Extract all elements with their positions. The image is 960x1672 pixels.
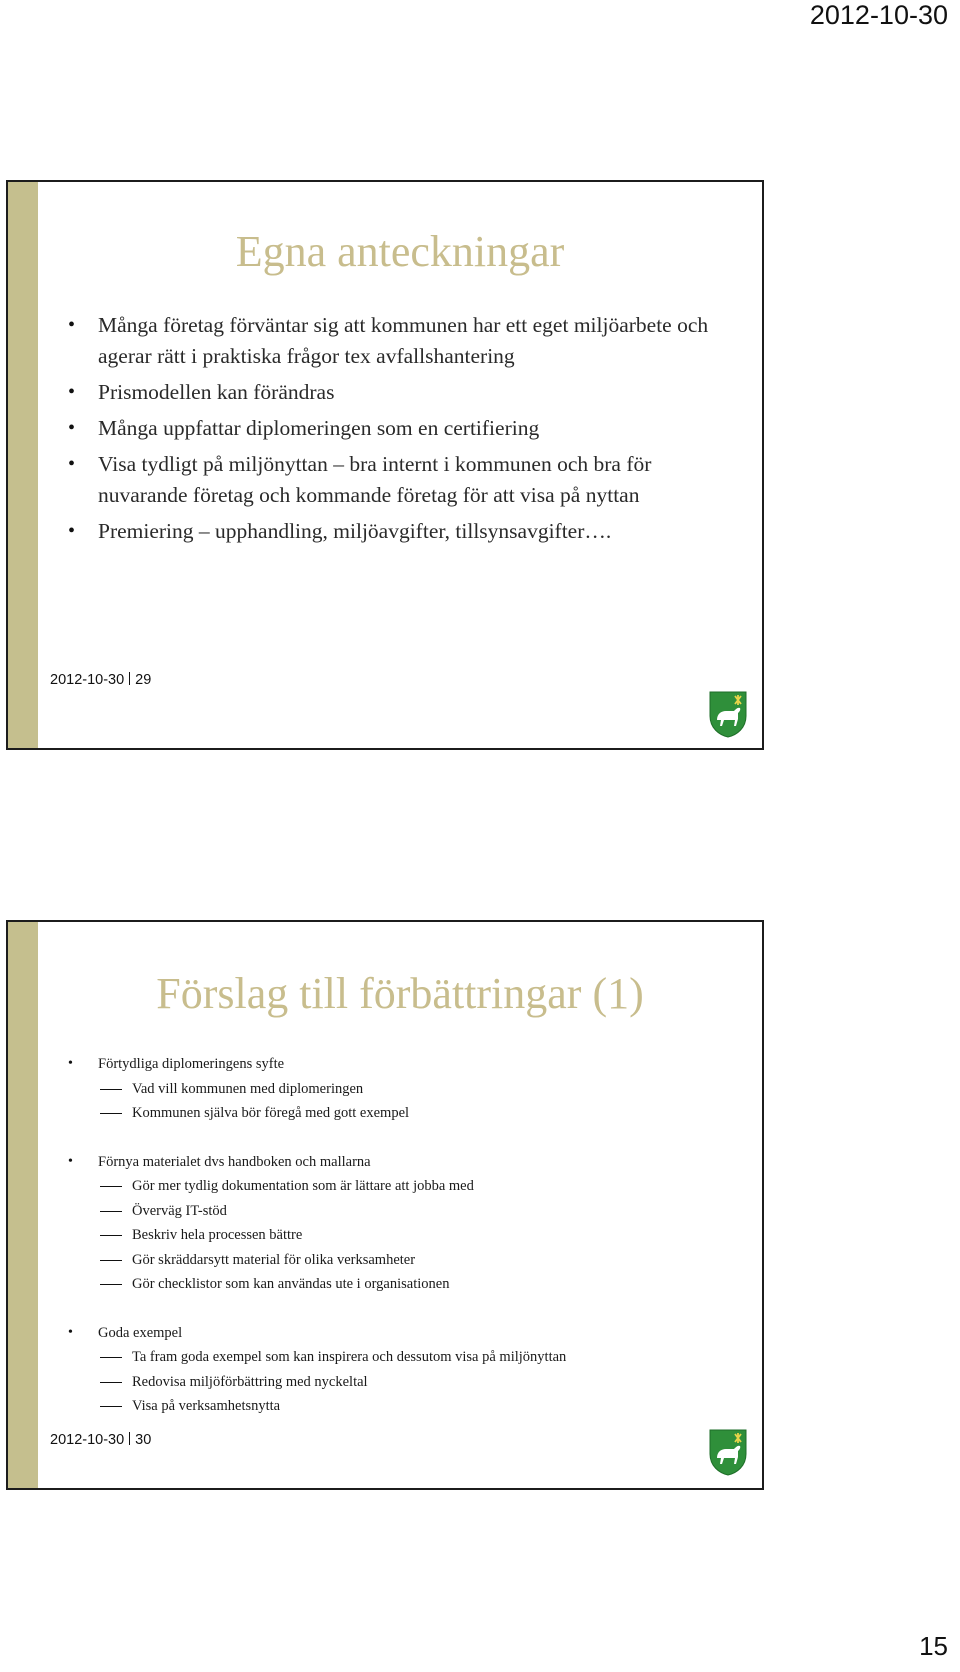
bullet-item: • Prismodellen kan förändras [66,377,716,408]
sub-list [98,1345,736,1419]
sub-item: Visa på verksamhetsnytta [98,1394,736,1419]
bullet-group [66,1150,736,1297]
municipal-coat-of-arms-icon [708,1428,748,1476]
bullet-item: Förnya materialet dvs handboken och mallarna [98,1153,371,1170]
sub-item: Överväg IT-stöd [98,1199,736,1224]
sub-item: Redovisa miljöförbättring med nyckeltal [98,1370,736,1395]
sub-item: Beskriv hela processen bättre [98,1223,736,1248]
page-date: 2012-10-30 [809,0,948,30]
bullet-item: • Premiering – upphandling, miljöavgifter, tillsynsavgifter…. [66,516,716,547]
sub-list [98,1174,736,1297]
bullet-item: • Visa tydligt på miljönyttan – bra internt i kommunen och bra för nuvarande företag och kommande företag för att visa på nyttan [66,449,716,511]
sub-list [98,1077,736,1126]
slide-title: Förslag till förbättringar (1) [156,969,644,1018]
bullet-item: Goda exempel [98,1324,183,1341]
slide-number: 29 [135,672,152,688]
slide-title: Egna anteckningar [235,227,565,276]
slide-29 [6,180,764,750]
sub-item: Vad vill kommunen med diplomeringen [98,1077,736,1102]
slide-number: 30 [135,1432,152,1448]
bullet-list [66,1052,736,1443]
bullet-group [66,1321,736,1419]
bullet-item: Förtydliga diplomeringens syfte [98,1056,285,1072]
bullet-item: • Många uppfattar diplomeringen som en certifiering [66,413,716,444]
sub-item: Gör skräddarsytt material för olika verksamheter [98,1248,736,1273]
slide-30 [6,920,764,1490]
sub-item: Ta fram goda exempel som kan inspirera och dessutom visa på miljönyttan [98,1345,736,1370]
footer-date: 2012-10-30 [50,1432,125,1448]
municipal-coat-of-arms-icon [708,690,748,738]
sub-item: Kommunen själva bör föregå med gott exempel [98,1101,736,1126]
slide-accent-bar [8,182,38,748]
slide-accent-bar [8,922,38,1488]
slide-footer [50,1432,151,1448]
bullet-group [66,1052,736,1126]
sub-item: Gör checklistor som kan användas ute i organisationen [98,1272,736,1297]
footer-separator [129,672,130,685]
bullet-item: • Många företag förväntar sig att kommunen har ett eget miljöarbete och agerar rätt i praktiska frågor tex avfallshantering [66,310,716,372]
bullet-list [66,310,716,552]
footer-date: 2012-10-30 [50,672,125,688]
sub-item: Gör mer tydlig dokumentation som är lättare att jobba med [98,1174,736,1199]
footer-separator [129,1432,130,1445]
slide-footer [50,672,151,688]
page-number: 15 [919,1631,948,1661]
